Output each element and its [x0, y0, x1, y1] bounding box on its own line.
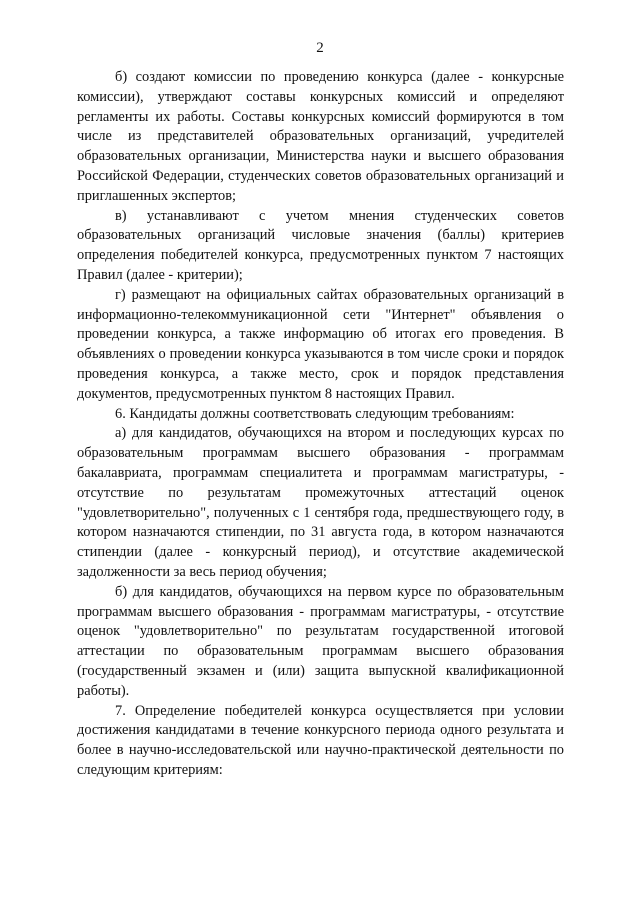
paragraph-6a-second-year-candidates: а) для кандидатов, обучающихся на втором и последующих курсах по образовательным программам высшего образования - программам бакалавриата, программам специалитета и программам магистратуры, - отсутствие по результатам промежуточных аттестаций оценок "удовлетворительно", полученных с 1 сентября года, предшествующего году, в котором назначаются стипендии, по 31 августа года, в котором назначаются стипендии (далее - конкурсный период), и отсутствие академической задолженности за весь период обучения; [77, 425, 564, 580]
paragraph-5g-announcements: г) размещают на официальных сайтах образовательных организаций в информационно-телекоммуникационной сети "Интернет" объявления о проведении конкурса, а также информацию об итогах его проведения. В объявлениях о проведении конкурса указываются в том числе сроки и порядок проведения конкурса, а также место, срок и порядок представления документов, предусмотренных пунктом 8 настоящих Правил. [77, 286, 564, 402]
paragraph-6b-first-year-candidates: б) для кандидатов, обучающихся на первом курсе по образовательным программам высшего образования - программам магистратуры, - отсутствие оценок "удовлетворительно" по результатам государственной итоговой аттестации по образовательным программам высшего образования (государственный экзамен и (или) защита выпускной квалификационной работы). [77, 583, 564, 699]
document-body [77, 68, 564, 781]
paragraph-7-winner-determination: 7. Определение победителей конкурса осуществляется при условии достижения кандидатами в течение конкурсного периода одного результата и более в научно-исследовательской или научно-практической деятельности по следующим критериям: [77, 702, 564, 778]
paragraph-5v-criteria-values: в) устанавливают с учетом мнения студенческих советов образовательных организаций числовые значения (баллы) критериев определения победителей конкурса, предусмотренных пунктом 7 настоящих Правил (далее - критерии); [77, 207, 564, 283]
page-number: 2 [316, 40, 324, 56]
paragraph-5b-commissions: б) создают комиссии по проведению конкурса (далее - конкурсные комиссии), утверждают составы конкурсных комиссий и определяют регламенты их работы. Составы конкурсных комиссий формируются в том числе из представителей образовательных организаций, учредителей образовательных организации, Министерства науки и высшего образования Российской Федерации, студенческих советов образовательных организаций и приглашенных экспертов; [77, 69, 564, 204]
paragraph-6-requirements: 6. Кандидаты должны соответствовать следующим требованиям: [115, 405, 515, 422]
